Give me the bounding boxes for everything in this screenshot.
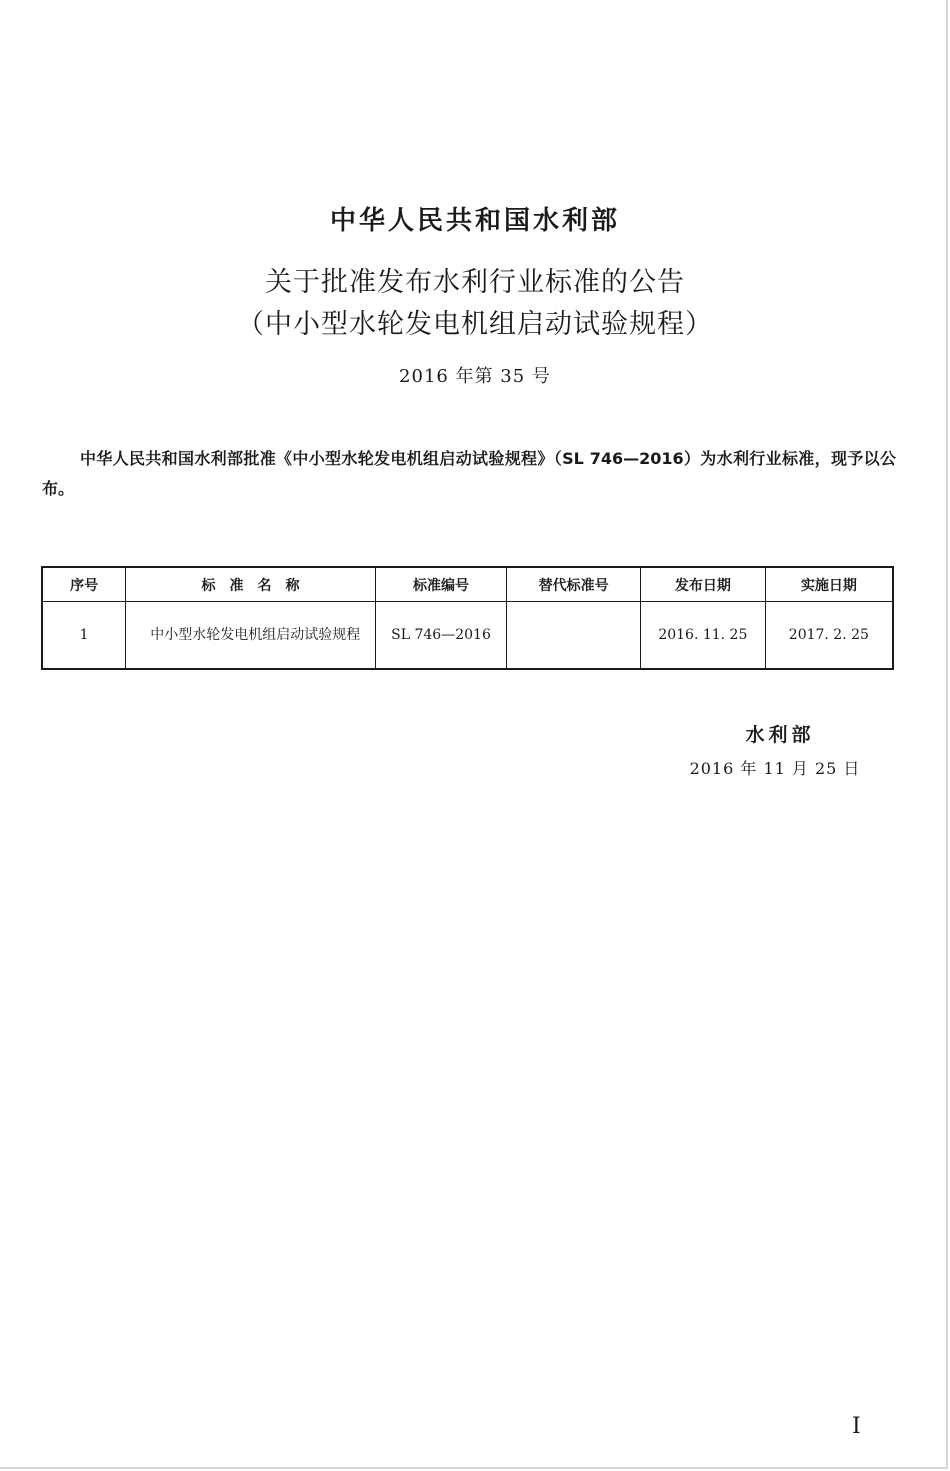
page-number: I (852, 1414, 861, 1439)
header-replaced: 替代标准号 (507, 567, 641, 602)
standards-table (41, 566, 894, 670)
header-effective-date: 实施日期 (765, 567, 893, 602)
signature-date: 2016 年 11 月 25 日 (689, 759, 861, 778)
ministry-heading: 中华人民共和国水利部 (329, 206, 620, 236)
cell-name: 中小型水轮发电机组启动试验规程 (126, 602, 375, 670)
announcement-number: 2016 年第 35 号 (399, 366, 551, 387)
header-seq: 序号 (42, 567, 126, 602)
table-row (42, 602, 893, 670)
announcement-title: 关于批准发布水利行业标准的公告 (265, 267, 685, 298)
table-header-row (42, 567, 893, 602)
cell-code: SL 746—2016 (375, 602, 507, 670)
cell-replaced (507, 602, 641, 670)
cell-seq: 1 (42, 602, 126, 670)
header-issue-date: 发布日期 (640, 567, 765, 602)
header-name: 标 准 名 称 (126, 567, 375, 602)
announcement-subtitle: （中小型水轮发电机组启动试验规程） (237, 309, 713, 340)
cell-effective-date: 2017. 2. 25 (765, 602, 893, 670)
signature-org: 水利部 (745, 724, 815, 746)
cell-issue-date: 2016. 11. 25 (640, 602, 765, 670)
header-code: 标准编号 (375, 567, 507, 602)
announcement-body: 中华人民共和国水利部批准《中小型水轮发电机组启动试验规程》（SL 746—2016）为水利行业标准，现予以公布。 (42, 449, 896, 498)
